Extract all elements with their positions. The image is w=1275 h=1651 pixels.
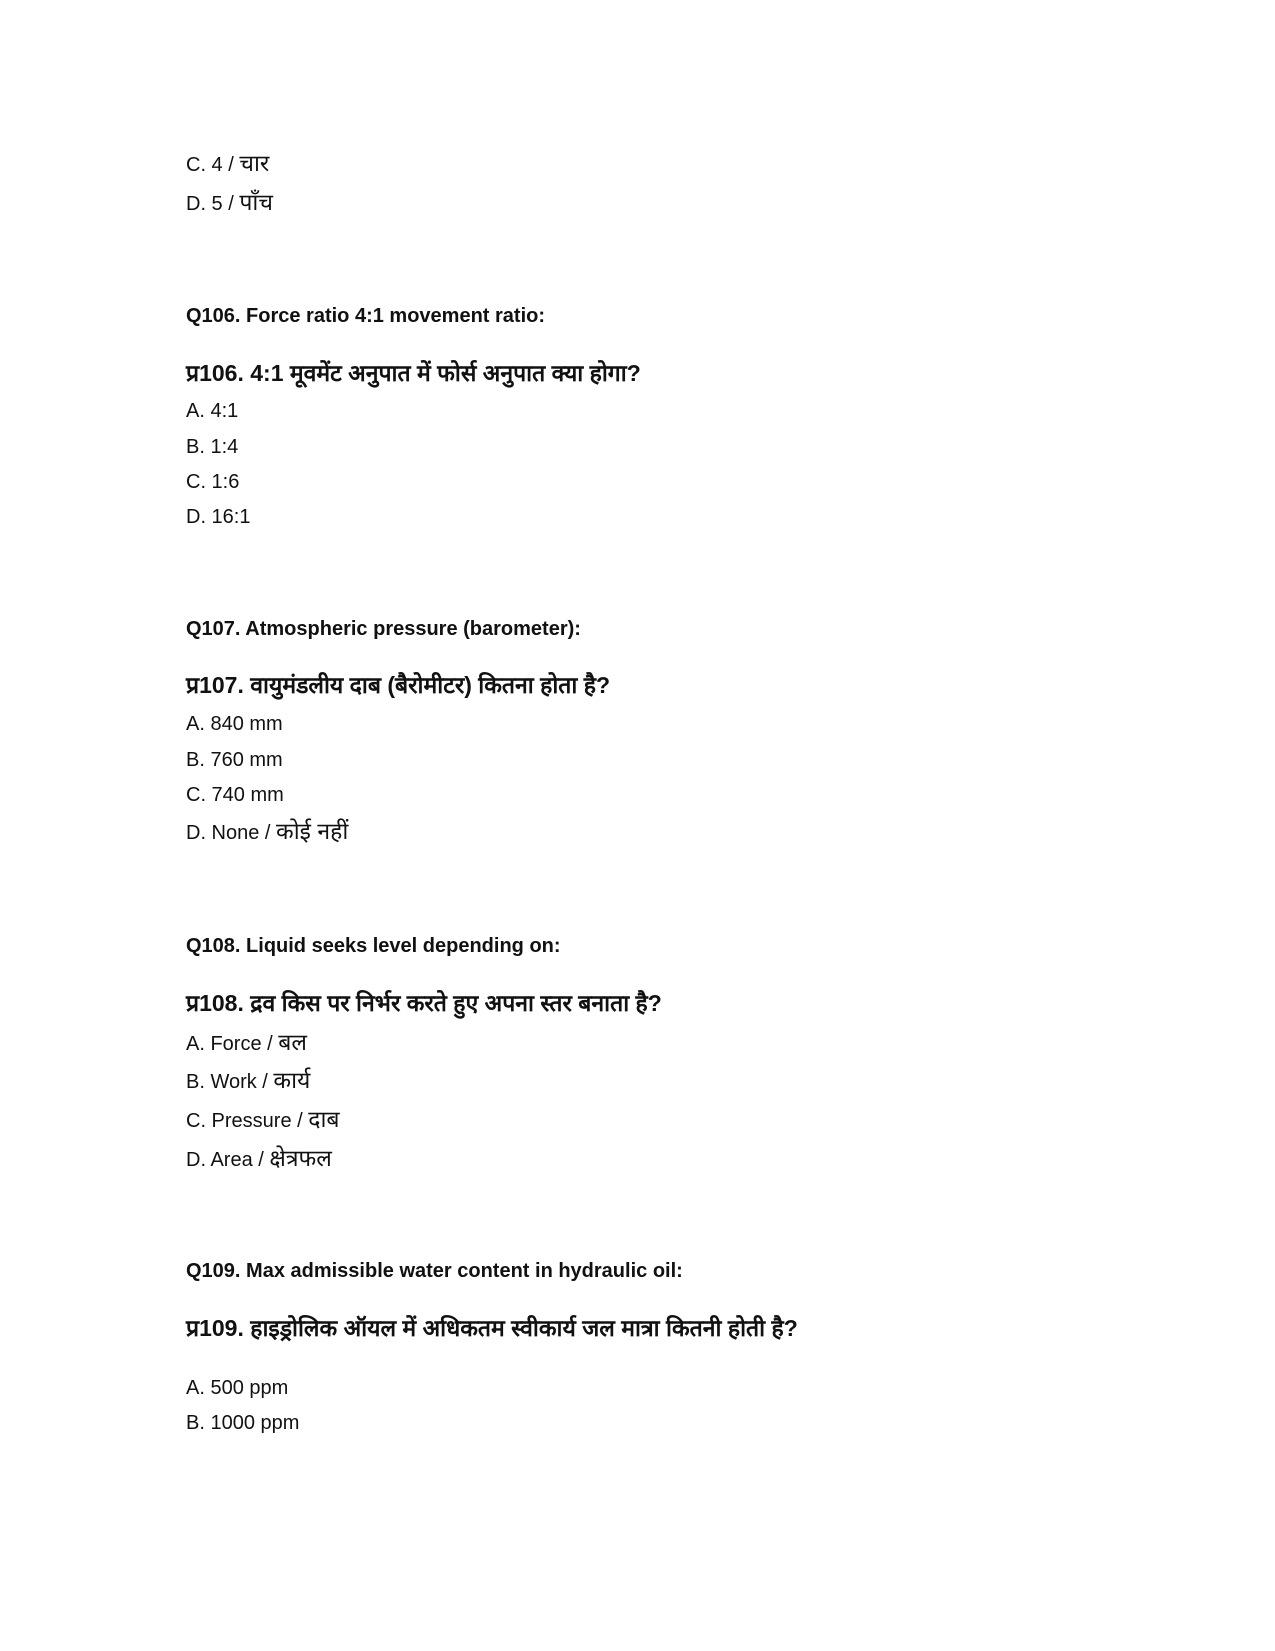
q106-option-a: A. 4:1 [186, 400, 239, 422]
option-hindi: दाब [308, 1106, 340, 1132]
option-hindi: बल [278, 1029, 307, 1055]
option-label: C. Pressure / [186, 1110, 309, 1132]
q107-option-d [186, 820, 348, 843]
question-106-hindi: प्र106. 4:1 मूवमेंट अनुपात में फोर्स अनुपात क्या होगा? [186, 360, 641, 386]
option-label: D. None / [186, 822, 277, 844]
option-label: C. 4 / [186, 154, 240, 176]
option-label: A. Force / [186, 1033, 279, 1055]
question-107-english: Q107. Atmospheric pressure (barometer): [186, 618, 581, 640]
question-106-english: Q106. Force ratio 4:1 movement ratio: [186, 305, 546, 327]
option-c-carryover [186, 152, 269, 175]
q108-option-c [186, 1108, 340, 1131]
option-hindi: कोई नहीं [276, 818, 349, 844]
question-109-hindi: प्र109. हाइड्रोलिक ऑयल में अधिकतम स्वीकार्य जल मात्रा कितनी होती है? [186, 1315, 798, 1341]
option-d-carryover [186, 191, 273, 214]
question-109-english: Q109. Max admissible water content in hydraulic oil: [186, 1260, 683, 1282]
q107-option-b: B. 760 mm [186, 749, 283, 771]
q107-option-c: C. 740 mm [186, 784, 284, 806]
option-hindi: चार [239, 150, 270, 176]
option-hindi: पाँच [239, 189, 273, 215]
question-108-english: Q108. Liquid seeks level depending on: [186, 935, 561, 957]
question-108-hindi: प्र108. द्रव किस पर निर्भर करते हुए अपना स्तर बनाता है? [186, 990, 662, 1016]
q106-option-c: C. 1:6 [186, 471, 240, 493]
q109-option-a: A. 500 ppm [186, 1377, 289, 1399]
option-label: D. 5 / [186, 193, 240, 215]
q108-option-b [186, 1069, 310, 1092]
option-hindi: क्षेत्रफल [269, 1145, 332, 1171]
q108-option-d [186, 1147, 332, 1170]
option-hindi: कार्य [273, 1067, 311, 1093]
option-label: B. Work / [186, 1071, 274, 1093]
q106-option-d: D. 16:1 [186, 506, 251, 528]
q106-option-b: B. 1:4 [186, 436, 239, 458]
q109-option-b: B. 1000 ppm [186, 1412, 300, 1434]
q107-option-a: A. 840 mm [186, 713, 283, 735]
q108-option-a [186, 1031, 307, 1054]
question-107-hindi: प्र107. वायुमंडलीय दाब (बैरोमीटर) कितना होता है? [186, 672, 611, 698]
option-label: D. Area / [186, 1149, 270, 1171]
